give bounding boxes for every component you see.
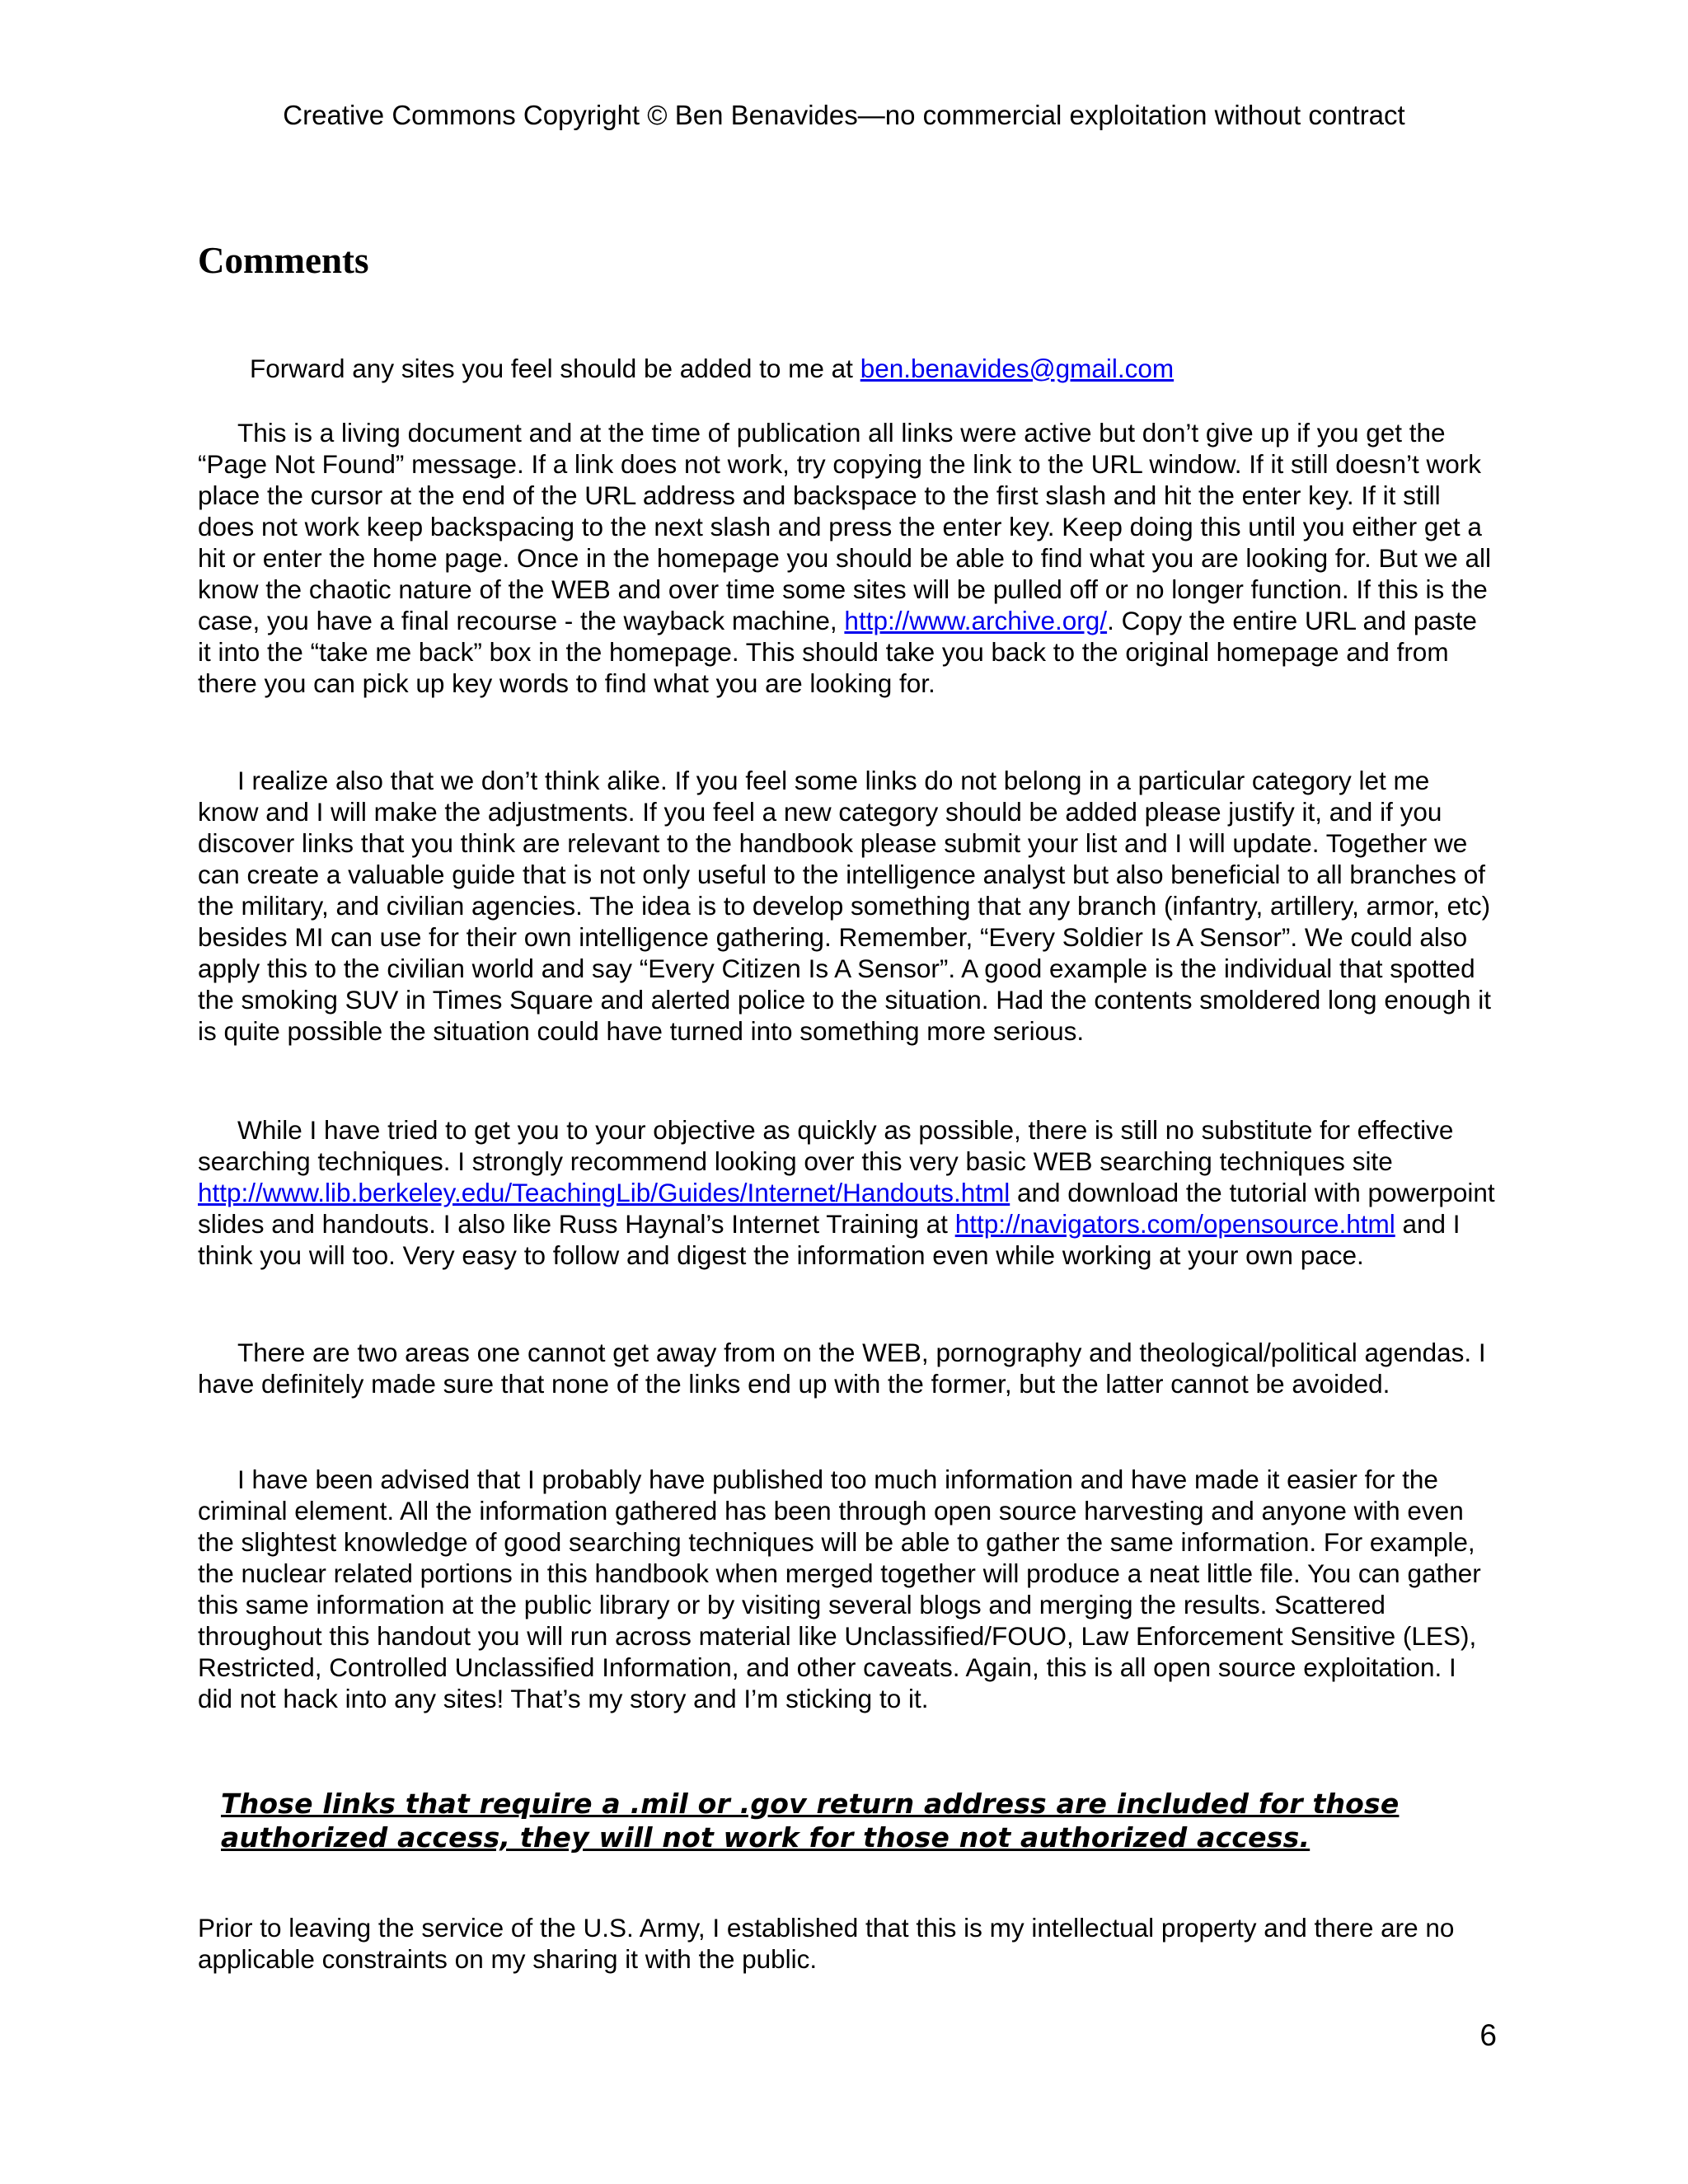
email-link[interactable]: ben.benavides@gmail.com xyxy=(860,354,1175,383)
page-number: 6 xyxy=(1479,2018,1497,2052)
paragraph-think-alike xyxy=(198,765,1496,1047)
living-text-part2: . Copy the entire URL and paste it into the “take me back” box in the homepage. This should take you back to the original homepage and from there you can pick up key words to find what you are looking for. xyxy=(198,606,1477,698)
forward-sites-line xyxy=(198,353,1548,384)
archive-link[interactable]: http://www.archive.org/ xyxy=(844,606,1108,635)
paragraph-living-document xyxy=(198,417,1496,699)
authorized-access-notice: Those links that require a .mil or .gov return address are included for those authorized access, they will not work for those not authorized access. xyxy=(221,1788,1400,1854)
advised-text: I have been advised that I probably have published too much information and have made it easier for the criminal element. All the information gathered has been through open source harvesting and anyone with even the slightest knowledge of good searching techniques will be able to gather the same information. For example, the nuclear related portions in this handbook when merged together will produce a neat little file. You can gather this same information at the public library or by visiting several blogs and merging the results. Scattered throughout this handout you will run across material like Unclassified/FOUO, Law Enforcement Sensitive (LES), Restricted, Controlled Unclassified Information, and other caveats. Again, this is all open source exploitation. I did not hack into any sites! That’s my story and I’m sticking to it. xyxy=(198,1465,1481,1713)
objective-text-part1: While I have tried to get you to your objective as quickly as possible, there is still no substitute for effective searching techniques. I strongly recommend looking over this very basic WEB searching techniques site xyxy=(198,1115,1454,1176)
paragraph-two-areas xyxy=(198,1337,1496,1399)
page-title: Comments xyxy=(198,240,369,281)
navigators-link[interactable]: http://navigators.com/opensource.html xyxy=(954,1209,1395,1239)
berkeley-link[interactable]: http://www.lib.berkeley.edu/TeachingLib/Guides/Internet/Handouts.html xyxy=(198,1178,1010,1207)
copyright-header: Creative Commons Copyright © Ben Benavides—no commercial exploitation without contract xyxy=(283,100,1405,130)
living-text-part1: This is a living document and at the time of publication all links were active but don’t give up if you get the “Page Not Found” message. If a link does not work, try copying the link to the URL window. If it still doesn’t work place the cursor at the end of the URL address and backspace to the first slash and hit the enter key. If it still does not work keep backspacing to the next slash and press the enter key. Keep doing this until you either get a hit or enter the home page. Once in the homepage you should be able to find what you are looking for. But we all know the chaotic nature of the WEB and over time some sites will be pulled off or no longer function. If this is the case, you have a final recourse - the wayback machine, xyxy=(198,418,1492,635)
areas-text: There are two areas one cannot get away from on the WEB, pornography and theological/political agendas. I have definitely made sure that none of the links end up with the former, but the latter cannot be avoided. xyxy=(198,1338,1486,1399)
alike-text: I realize also that we don’t think alike. If you feel some links do not belong in a particular category let me know and I will make the adjustments. If you feel a new category should be added please justify it, and if you discover links that you think are relevant to the handbook please submit your list and I will update. Together we can create a valuable guide that is not only useful to the intelligence analyst but also beneficial to all branches of the military, and civilian agencies. The idea is to develop something that any branch (infantry, artillery, armor, etc) besides MI can use for their own intelligence gathering. Remember, “Every Soldier Is A Sensor”. We could also apply this to the civilian world and say “Every Citizen Is A Sensor”. A good example is the individual that spotted the smoking SUV in Times Square and alerted police to the situation. Had the contents smoldered long enough it is quite possible the situation could have turned into something more serious. xyxy=(198,766,1491,1046)
forward-text: Forward any sites you feel should be added to me at xyxy=(250,354,860,383)
paragraph-advised xyxy=(198,1464,1496,1714)
objective-text-part3: and I think you will too. Very easy to follow and digest the information even while working at your own pace. xyxy=(198,1209,1461,1270)
paragraph-objective xyxy=(198,1114,1496,1271)
prior-text: Prior to leaving the service of the U.S. Army, I established that this is my intellectual property and there are no applicable constraints on my sharing it with the public. xyxy=(198,1913,1455,1974)
paragraph-intellectual-property xyxy=(198,1912,1496,1975)
objective-text-part2: and download the tutorial with powerpoint slides and handouts. I also like Russ Haynal’s Internet Training at xyxy=(198,1178,1495,1239)
